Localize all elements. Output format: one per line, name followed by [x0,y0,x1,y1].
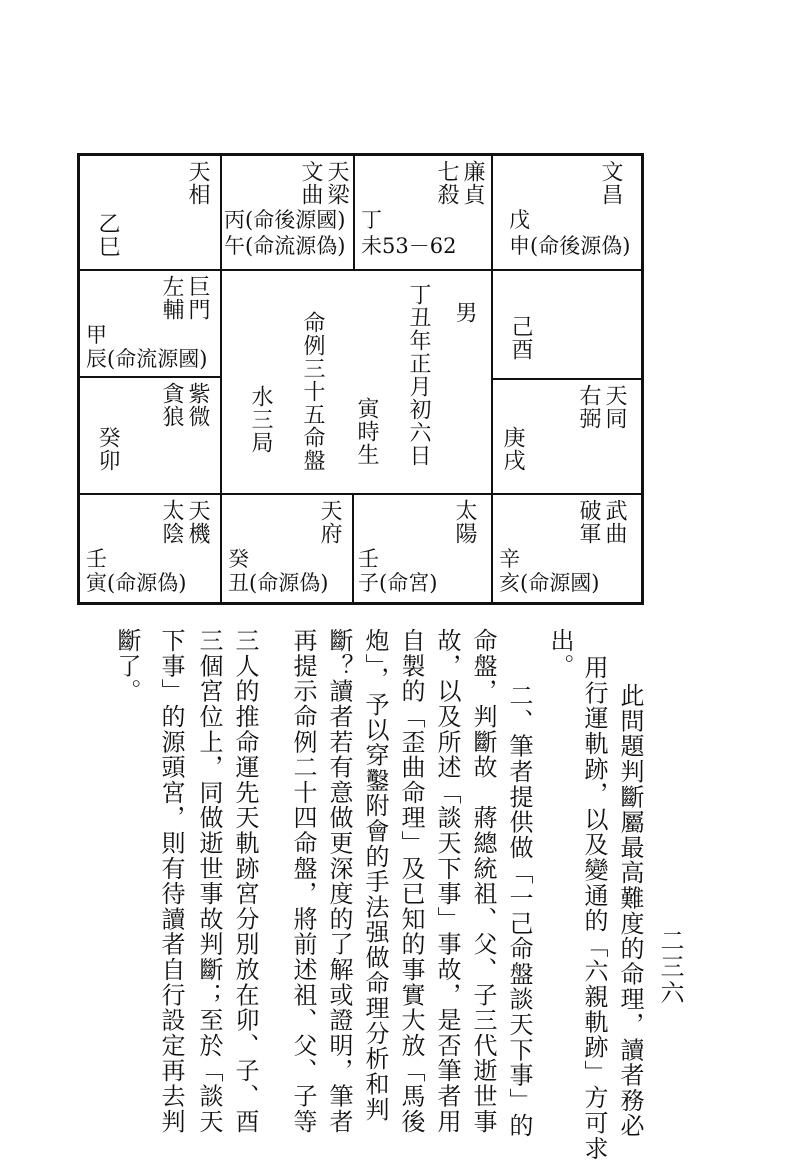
palace-wu-star-1: 天梁 [324,160,349,206]
palace-wu-line-1: 丙(命後源國) [224,208,346,232]
text-column-1: 此問題判斷屬最高難度的命理，讀者務必 [616,683,644,1139]
palace-yin-star-1: 天機 [185,499,210,545]
text-column-10: 再提示命例二十四命盤，將前述祖、父、子等 [289,628,317,1134]
palace-mao-stem: 癸 [95,426,120,449]
palace-wei [355,156,491,269]
palace-xu-star-1: 天同 [602,384,627,430]
palace-wu-line-2: 午(命流源偽) [224,234,346,258]
palace-xu [493,380,641,493]
palace-yin-star-2: 太陰 [159,499,184,545]
text-column-8: 炮」，予以穿鑿附會的手法强做命理分析和判 [361,628,389,1122]
palace-wei-line-1: 丁 [361,208,382,232]
center-title: 命例三十五命盤 [300,311,325,472]
palace-zi-line-2: 子(命宮) [358,571,438,595]
palace-si-star: 天相 [185,160,210,206]
palace-mao [80,378,220,493]
palace-you [493,271,641,378]
text-column-14: 斷了。 [113,628,141,704]
center-gender: 男 [452,301,477,324]
text-column-9: 斷？讀者若有意做更深度的了解或證明，筆者 [325,628,353,1134]
text-column-2: 用行運軌跡，以及變通的「六親軌跡」方可求 [580,655,608,1161]
palace-mao-star-1: 紫微 [185,382,210,428]
palace-chou-star: 天府 [317,499,342,545]
text-column-4: 二、筆者提供做「一己命盤談天下事」的 [505,683,533,1139]
palace-yin [80,495,220,602]
palace-mao-star-2: 貪狼 [159,382,184,428]
palace-yin-line-1: 壬 [86,547,107,571]
palace-zi-star: 太陽 [452,499,477,545]
center-birth-hour: 寅時生 [354,397,379,466]
chart-grid [77,153,644,605]
palace-wu-star-2: 文曲 [298,160,323,206]
palace-wei-star-2: 七殺 [434,160,459,206]
palace-hai-line-1: 辛 [499,547,520,571]
palace-chen-star-2: 左輔 [159,275,184,321]
center-bureau: 水三局 [248,385,273,454]
palace-chen-line-2: 辰(命流源國) [86,347,208,371]
text-column-7: 自製的「歪曲命理」及已知的事實大放「馬後 [397,628,425,1134]
palace-chou-line-1: 癸 [228,547,249,571]
text-column-11: 三人的推命運先天軌跡宮分別放在卯、子、酉 [231,628,259,1134]
palace-you-stem: 己 [508,315,533,338]
palace-shen [493,156,641,269]
palace-chen-line-1: 甲 [86,323,107,347]
palace-wei-line-2: 未53－62 [361,234,457,258]
center-birth-date: 丁丑年正月初六日 [406,283,431,467]
palace-shen-line-2: 申(命後源偽) [509,234,631,258]
palace-you-branch: 酉 [508,338,533,361]
chart-center [222,271,491,493]
palace-wei-star-1: 廉貞 [460,160,485,206]
palace-chen-star-1: 巨門 [185,275,210,321]
text-column-6: 故，以及所述「談天下事」事故，是否筆者用 [433,628,461,1134]
palace-si-branch: 巳 [95,235,120,258]
palace-shen-line-1: 戊 [509,208,530,232]
palace-hai-star-2: 破軍 [576,499,601,545]
palace-zi [354,495,491,602]
palace-si [80,156,220,269]
palace-yin-line-2: 寅(命源偽) [86,571,187,595]
text-column-12: 三個宮位上，同做逝世事故判斷；至於「談天 [195,628,223,1134]
text-column-3: 出。 [546,628,574,679]
palace-xu-star-2: 右弼 [576,384,601,430]
palace-wu [222,156,353,269]
palace-chen [80,271,220,376]
page-number: 二三六 [656,928,684,1006]
text-column-5: 命盤，判斷故 蔣總統祖、父、子三代逝世事 [469,628,497,1134]
palace-hai [493,495,641,602]
palace-chou-line-2: 丑(命源偽) [228,571,329,595]
palace-xu-branch: 戌 [500,449,525,472]
palace-zi-line-1: 壬 [358,547,379,571]
palace-hai-line-2: 亥(命源國) [499,571,600,595]
text-column-13: 下事」的源頭宮，則有待讀者自行設定再去判 [157,628,185,1134]
palace-chou [222,495,352,602]
palace-shen-star: 文昌 [598,160,623,206]
palace-xu-stem: 庚 [500,426,525,449]
palace-mao-branch: 卯 [95,449,120,472]
palace-si-stem: 乙 [95,212,120,235]
palace-hai-star-1: 武曲 [602,499,627,545]
